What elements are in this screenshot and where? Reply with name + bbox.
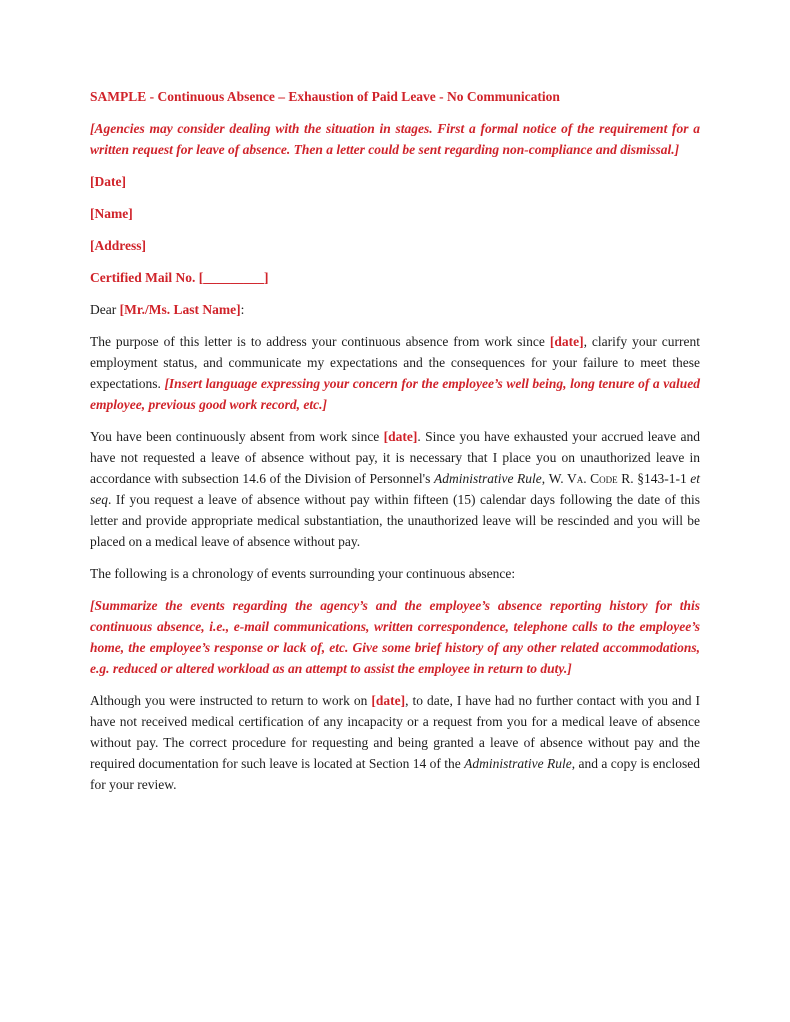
return-to-work-paragraph: Although you were instructed to return to work on [date], to date, I have had no further contact with you and I have not received medical certification of any incapacity or a request from you for a medical leave of absence without pay. The correct procedure for requesting and being granted a leave of absence without pay and the required documentation for such leave is located at Section 14 of the Administrative Rule, and a copy is enclosed for your review. — [90, 693, 701, 792]
chronology-summary-note: [Summarize the events regarding the agency’s and the employee’s absence reporting history for this continuous absence, i.e., e-mail communications, written correspondence, telephone calls to the employee’s home, the employee’s response or lack of, etc. Give some brief history of any other related accommodations, e.g. reduced or altered workload as an attempt to assist the employee in return to duty.] — [90, 598, 700, 676]
staging-note: [Agencies may consider dealing with the situation in stages. First a formal notice of the requirement for a written request for leave of absence. Then a letter could be sent regarding non-compliance and dismissal.] — [90, 121, 700, 157]
date-placeholder: [Date] — [90, 174, 126, 189]
letter-title: SAMPLE - Continuous Absence – Exhaustion of Paid Leave - No Communication — [90, 89, 560, 104]
recipient-address-line: [Address] — [90, 238, 147, 253]
certified-mail-line: Certified Mail No. [_________] — [90, 270, 269, 285]
recipient-name-line: [Name] — [90, 206, 133, 221]
chronology-intro: The following is a chronology of events surrounding your continuous absence: — [90, 566, 516, 581]
salutation: Dear [Mr./Ms. Last Name]: — [90, 302, 245, 317]
purpose-paragraph: The purpose of this letter is to address your continuous absence from work since [date], clarify your current employment status, and communicate my expectations and the consequences for your failure to meet these expectations. [Insert language expressing your concern for the employee’s well being, long tenure of a valued employee, previous good work record, etc.] — [90, 334, 700, 412]
absence-status-paragraph: You have been continuously absent from work since [date]. Since you have exhausted your accrued leave and have not requested a leave of absence without pay, it is necessary that I place you on unauthorized leave in accordance with subsection 14.6 of the Division of Personnel's Administrative Rule, W. Va. Code R. §143-1-1 et seq. If you request a leave of absence without pay within fifteen (15) calendar days following the date of this letter and provide appropriate medical substantiation, the unauthorized leave will be rescinded and you will be placed on a medical leave of absence without pay. — [90, 429, 701, 549]
